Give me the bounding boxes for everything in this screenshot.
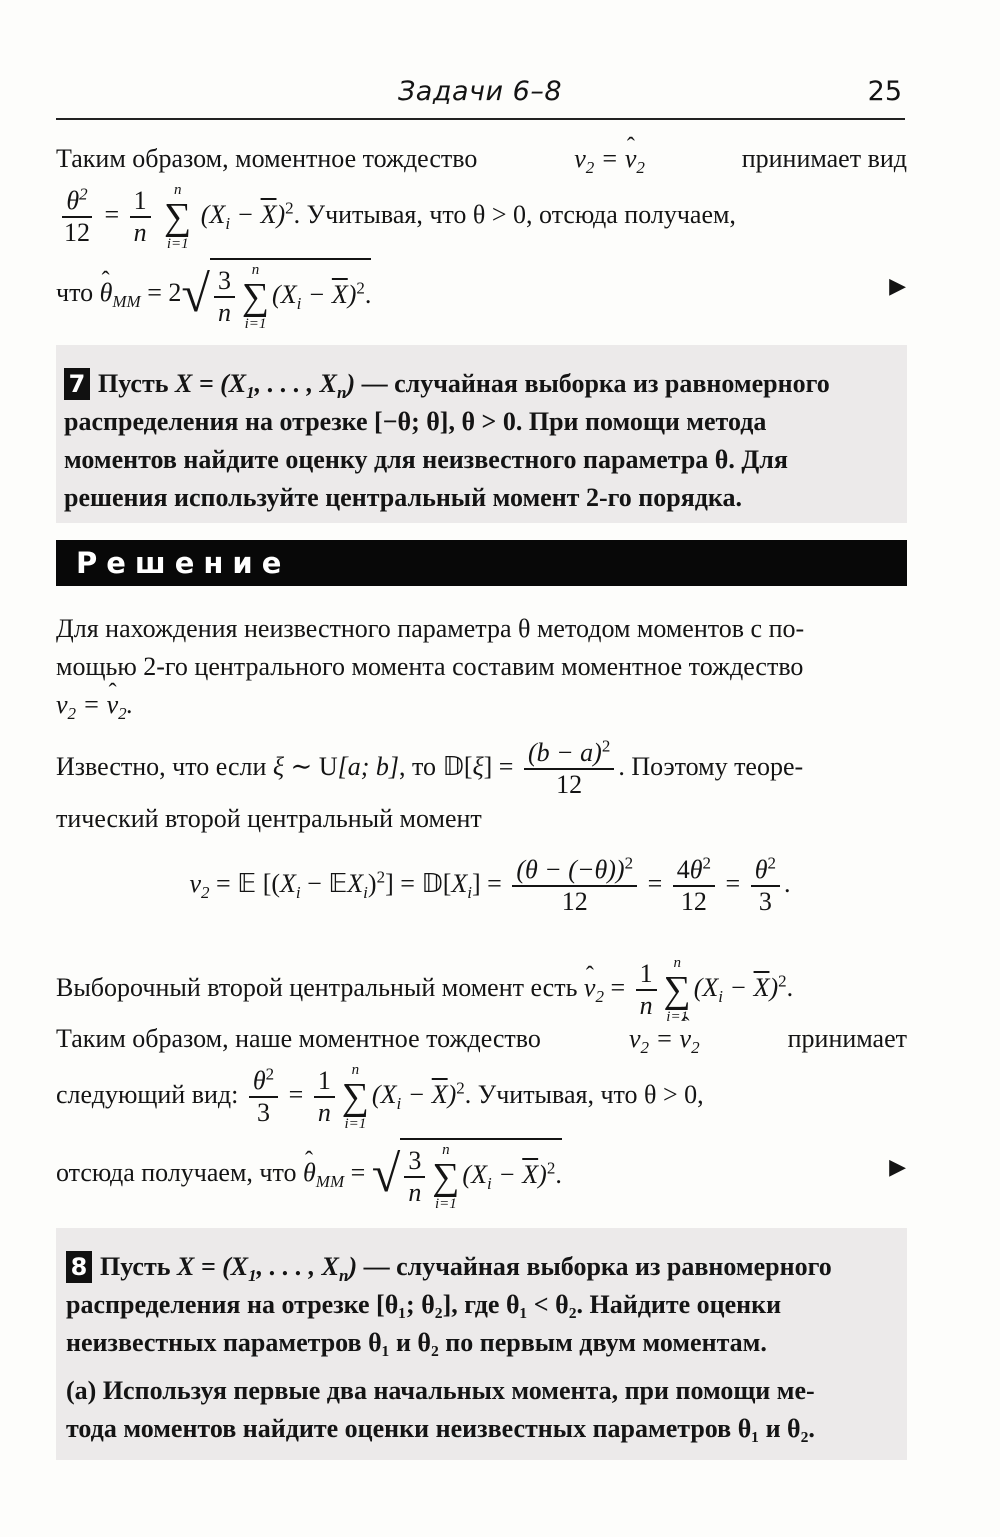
task-8-number: 8 [66, 1251, 92, 1283]
solution-paragraph-2: Известно, что если ξ ∼ U[a; b], то 𝔻[ξ] = $\frac{(b - a)^2}{12}$ . Поэтому теоре- тический второй центральный момент [56, 736, 804, 833]
solution-paragraph-3: Выборочный второй центральный момент есть ˆ $\nu_2$ = $\frac{1}{n}$ n ∑ i=1 $(X_i - \overline{X})^2$. [56, 955, 907, 1025]
page-number: 25 [867, 76, 902, 107]
triangle-right-icon: ▶ [889, 274, 906, 299]
top-paragraph: Таким образом, моментное тождество $\nu_2$ = ˆ $\nu_2$ принимает вид $\frac{\theta^2}{12}$ = $\frac{1}{n}$ n ∑ i=1 $(X_i - \overline{X})^2$. Учитывая, что θ > 0, отсюда получаем, что ˆ $\theta_{MM} = 2√$ $\frac{3}{n}$ n ∑ i=1 $(X_i - \overline{X})^2$. [56, 140, 907, 332]
task-7-number: 7 [64, 368, 90, 400]
solution-banner: Решение [56, 540, 907, 586]
triangle-right-icon: ▶ [889, 1155, 906, 1180]
solution-paragraph-4: Таким образом, наше моментное тождество $\nu_2$ = ˆ $\nu_2$ принимает следующий вид: $\frac{\theta^2}{3}$ = $\frac{1}{n}$ n ∑ i=1 $(X_i - \overline{X})^2$. Учитывая, что θ > 0, отсюда получаем, что ˆ $\theta_{MM}$ = √ $\frac{3}{n}$ n ∑ i=1 $(X_i - \overline{X})^2$. [56, 1020, 907, 1212]
display-equation: $\nu_2$ = 𝔼 [($X_i$ − 𝔼X$_i$)$^2$] = $𝔻[X_i]$ = $\frac{(\theta - (-\theta))^2}{12}$ = $\frac{4\theta^2}{12}$ = $\frac{\theta^2}{3}$ . [189, 853, 791, 916]
running-title: Задачи 6–8 [397, 76, 562, 107]
task-8-box: 8 Пусть $X = (X_1$, . . . , $X_n$) — случайная выборка из равномерного распределения на отрезке [θ₁; θ₂], где θ₁ < θ₂. Найдите оценки неизвестных параметров θ₁ и θ₂ по первым двум моментам. (a) Используя первые два начальных момента, при помощи ме- тода моментов найдите оценки неизвестных параметров θ₁ и θ₂. [56, 1228, 907, 1460]
task-7-box: 7 Пусть $X = (X_1$, . . . , $X_n$) — случайная выборка из равномерного распределения на отрезке [−θ; θ], θ > 0. При помощи метода моментов найдите оценку для неизвестного параметра θ. Для решения используйте центральный момент 2-го порядка. [56, 345, 907, 523]
solution-paragraph-1: Для нахождения неизвестного параметра θ методом моментов с по- мощью 2-го центрального момента составим моментное тождество $\nu_2$ = ˆ $\nu_2$. [56, 610, 907, 724]
header-rule [56, 118, 905, 120]
